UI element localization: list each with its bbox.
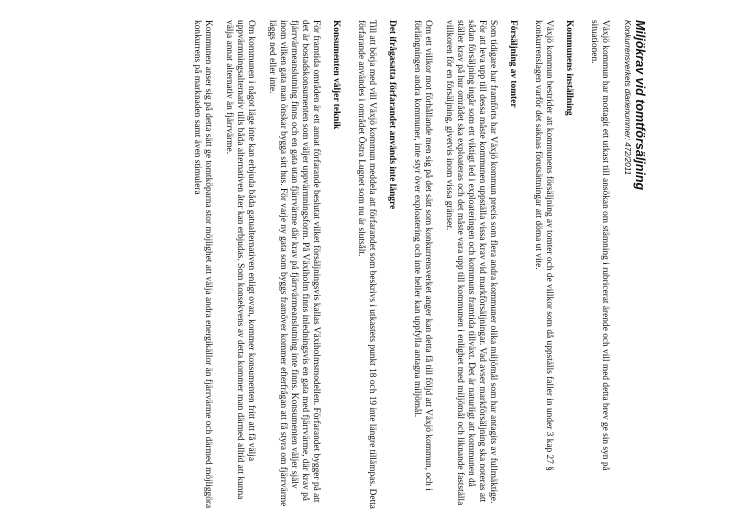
section-paragraph: Om ett villkor mot förhållande men sig på det sätt som konkurrensverket anger kan detta få till följd att Växjö kommun, och i förlängningen andra kommuner, inte styr över exploatering och inte heller kan uppfylla antagna miljömål. — [412, 20, 434, 491]
section-paragraph: Som tidigare har framförts har Växjö kommun precis som flera andra kommuner olika miljömål som har antagits av fullmäktige. För att leva upp till dessa måste kommunen uppställa vissa krav vid markförsäljningar. Vad avser markförsäljning ska noteras att sådan försäljning ingår som ett viktigt led i exploateringen och kommuns framtida tillväxt. Det är naturligt att kommunen då ställer krav på hur området ska exploateras och det måste vara upp till kommunen i enlighet med miljömål och liknande fastställa villkoren för en försäljning, givetvis inom vissa gränser. — [444, 20, 499, 506]
section-heading-konsumenten-valjer-teknik: Konsumenten väljer teknik — [331, 20, 342, 130]
section-heading-forfarandet-anvands-inte: Det ifrågasatta förfarandet används inte längre — [387, 20, 398, 210]
section-paragraph: Kommunen anser sig på detta sätt ge tomtköparna stor möjlighet att välja andra energikällor än fjärrvärme och därmed möjliggöra konkurrens på marknaden samt även stimulera — [192, 20, 214, 509]
section-heading-kommunens-installning: Kommunens inställning — [564, 20, 575, 116]
document-subtitle: Konkurrensverkets diarienummer: 472/2011 — [623, 20, 633, 176]
section-paragraph: För framtida områden är ett annat förfarande beslutat vilket försäljningsvis kallas Växiholmsmodellen. Förfarandet bygger på att det är bostadskonsumenten som väljer uppvärmningsform. På Växiholm finns inledningsvis en gata med fjärrvärme, där krav på fjärrvärmeanslutning finns och en gata utan fjärrvärme där krav på fjärrvärmeanslutning inte finns. Konsumenten väljer själv inom vilken gata man önskar bygga sitt hus. För varje ny gata som byggs framöver kommer efterfrågan att få styra om fjärrvärme läggs ned eller inte. — [267, 20, 322, 507]
section-paragraph: Till att börja med vill Växjö kommun meddela att förfarandet som beskrivs i utkastets punkt 18 och 19 inte längre tillämpas. Detta förfarande användes i området Östra Lugnet som nu är slutsålt. — [356, 20, 378, 509]
document-title: Miljökrav vid tomtförsäljning — [633, 20, 647, 191]
section-heading-forsaljning-av-tomter: Försäljning av tomter — [508, 20, 519, 108]
intro-paragraph: Växjö kommun har mottagit ett utkast till ansökan om stämning i rubricerat ärende och vill med detta brev ge sin syn på situationen. — [589, 20, 611, 471]
section-paragraph: Om kommunen i något läge inte kan erbjuda båda gatualternativen enligt ovan, kommer konsumenten fritt att få välja uppvärmningsalternativ tills båda alternativen åter kan erbjudas. Som konsekvens av detta kommer man därmed alltid att kunna välja annat alternativ än fjärrvärme. — [224, 20, 257, 500]
section-paragraph: Växjö kommun bestrider att kommunens försäljning av tomter och de villkor som då uppställs faller in under 3 kap 27 § konkurrenslagen varför det saknas förutsättningar att döma ut vite. — [533, 20, 555, 471]
rotated-document — [77, 20, 647, 510]
